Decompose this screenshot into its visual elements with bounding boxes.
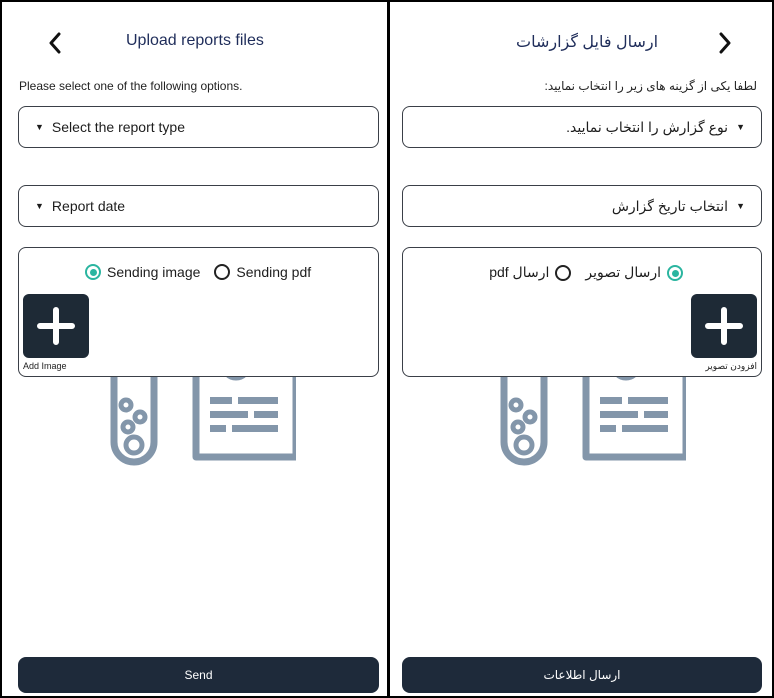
radio-sending-image[interactable] <box>585 264 683 281</box>
caret-down-icon: ▼ <box>35 201 44 211</box>
add-image-label: افزودن تصویر <box>705 361 757 371</box>
report-type-dropdown[interactable] <box>402 106 762 148</box>
radio-sending-image-label: Sending image <box>107 264 201 280</box>
back-button[interactable] <box>710 28 740 58</box>
send-type-radio-group <box>85 264 311 280</box>
report-date-dropdown[interactable] <box>402 185 762 227</box>
persian-screen <box>390 2 773 696</box>
plus-icon <box>36 306 76 346</box>
report-date-placeholder: انتخاب تاریخ گزارش <box>611 197 729 214</box>
radio-checked-icon <box>667 265 683 281</box>
caret-down-icon: ▼ <box>736 201 745 211</box>
radio-unchecked-icon <box>214 264 230 280</box>
radio-sending-pdf[interactable] <box>214 264 311 280</box>
radio-unchecked-icon <box>555 265 571 281</box>
radio-sending-pdf[interactable] <box>489 264 571 281</box>
page-title: Upload reports files <box>126 32 264 49</box>
back-button[interactable] <box>40 28 70 58</box>
upload-card <box>18 247 379 377</box>
radio-sending-pdf-label: Sending pdf <box>236 264 312 280</box>
send-button[interactable]: ارسال اطلاعات <box>402 657 762 693</box>
radio-checked-icon <box>85 264 101 280</box>
english-screen <box>2 2 385 696</box>
report-date-dropdown[interactable] <box>18 185 379 227</box>
caret-down-icon: ▼ <box>736 122 745 132</box>
radio-sending-image[interactable] <box>85 264 200 280</box>
add-image-button[interactable] <box>23 294 89 358</box>
report-type-dropdown[interactable] <box>18 106 379 148</box>
instructions-text: لطفا یکی از گزینه های زیر را انتخاب نمایید: <box>544 79 757 93</box>
page-title: ارسال فایل گزارشات <box>516 34 659 51</box>
report-type-placeholder: نوع گزارش را انتخاب نمایید. <box>566 118 729 135</box>
send-type-radio-group <box>489 264 683 281</box>
chevron-left-icon <box>47 32 63 54</box>
plus-icon <box>704 306 744 346</box>
upload-card <box>402 247 762 377</box>
report-type-placeholder: Select the report type <box>51 119 185 135</box>
radio-sending-pdf-label: ارسال pdf <box>489 264 550 280</box>
chevron-right-icon <box>717 32 733 54</box>
radio-sending-image-label: ارسال تصویر <box>585 264 661 280</box>
instructions-text: Please select one of the following options. <box>19 79 243 93</box>
report-date-placeholder: Report date <box>51 198 126 214</box>
add-image-button[interactable] <box>691 294 757 358</box>
send-button[interactable]: Send <box>18 657 379 693</box>
caret-down-icon: ▼ <box>35 122 44 132</box>
add-image-label: Add Image <box>23 361 67 371</box>
